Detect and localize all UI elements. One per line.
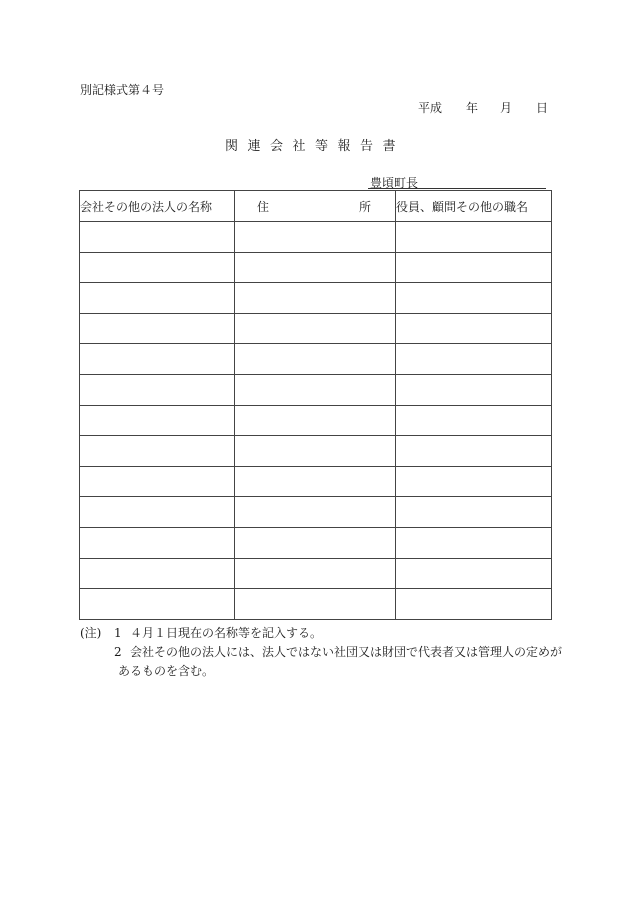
note-text-continued: あるものを含む。 — [118, 664, 215, 678]
report-table — [79, 190, 552, 620]
cell-company-name — [80, 375, 235, 406]
notes-label: (注) — [80, 626, 102, 640]
cell-address — [235, 405, 396, 436]
cell-company-name — [80, 252, 235, 283]
cell-position — [396, 466, 552, 497]
cell-address — [235, 313, 396, 344]
table-row — [80, 344, 552, 375]
form-number: 別記様式第４号 — [80, 83, 165, 97]
cell-company-name — [80, 436, 235, 467]
note-text: ４月１日現在の名称等を記入する。 — [130, 626, 323, 640]
cell-company-name — [80, 497, 235, 528]
cell-company-name — [80, 283, 235, 314]
cell-position — [396, 528, 552, 559]
cell-address — [235, 497, 396, 528]
cell-address — [235, 466, 396, 497]
document-title: 関連会社等報告書 — [225, 139, 406, 154]
table-row — [80, 497, 552, 528]
cell-company-name — [80, 313, 235, 344]
cell-company-name — [80, 558, 235, 589]
table-row — [80, 375, 552, 406]
note-number: 1 — [114, 626, 122, 640]
cell-company-name — [80, 528, 235, 559]
cell-company-name — [80, 589, 235, 620]
cell-address — [235, 283, 396, 314]
table-row — [80, 222, 552, 253]
header-address — [235, 191, 396, 222]
table-row — [80, 558, 552, 589]
table-row — [80, 528, 552, 559]
date-day-unit: 日 — [536, 101, 549, 115]
cell-position — [396, 252, 552, 283]
cell-address — [235, 436, 396, 467]
cell-position — [396, 405, 552, 436]
addressee-underline — [368, 188, 546, 189]
table-header-row — [80, 191, 552, 222]
cell-company-name — [80, 344, 235, 375]
date-month-unit: 月 — [500, 101, 513, 115]
cell-position — [396, 589, 552, 620]
cell-address — [235, 558, 396, 589]
cell-position — [396, 375, 552, 406]
header-company-name: 会社その他の法人の名称 — [80, 191, 235, 222]
header-position: 役員、顧問その他の職名 — [396, 191, 552, 222]
header-address-left: 住 — [257, 199, 270, 214]
table-row — [80, 466, 552, 497]
note-text: 会社その他の法人には、法人ではない社団又は財団で代表者又は管理人の定めが — [130, 645, 563, 659]
table-row — [80, 283, 552, 314]
table-row — [80, 589, 552, 620]
cell-position — [396, 436, 552, 467]
table-row — [80, 313, 552, 344]
header-address-right: 所 — [358, 199, 371, 214]
cell-address — [235, 344, 396, 375]
cell-address — [235, 222, 396, 253]
cell-company-name — [80, 466, 235, 497]
cell-company-name — [80, 405, 235, 436]
cell-position — [396, 497, 552, 528]
cell-company-name — [80, 222, 235, 253]
cell-position — [396, 283, 552, 314]
date-era: 平成 — [418, 101, 443, 115]
cell-position — [396, 313, 552, 344]
cell-address — [235, 375, 396, 406]
cell-position — [396, 344, 552, 375]
cell-address — [235, 252, 396, 283]
cell-position — [396, 558, 552, 589]
table-row — [80, 436, 552, 467]
date-year-unit: 年 — [466, 101, 479, 115]
cell-address — [235, 589, 396, 620]
cell-position — [396, 222, 552, 253]
table-row — [80, 252, 552, 283]
note-number: 2 — [114, 645, 122, 659]
addressee: 豊頃町長 — [370, 176, 419, 190]
cell-address — [235, 528, 396, 559]
table-row — [80, 405, 552, 436]
